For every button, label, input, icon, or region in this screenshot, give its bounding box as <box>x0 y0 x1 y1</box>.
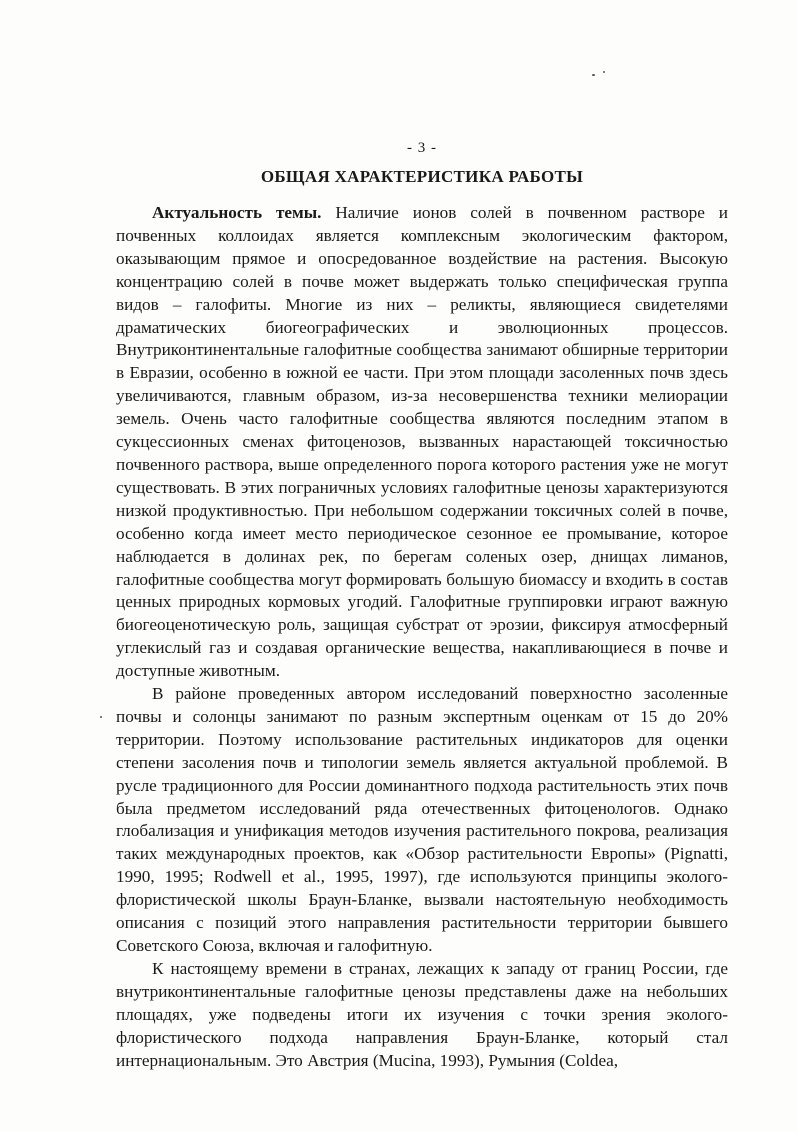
paragraph-lead: Актуальность темы. <box>152 203 322 222</box>
scan-speck <box>100 716 102 718</box>
scan-speck <box>603 71 605 73</box>
page-number: - 3 - <box>407 140 437 156</box>
paragraph-text: Наличие ионов солей в почвенном растворе и почвенных коллоидах является комплексным экологическим фактором, оказывающим прямое и опосредованное воздействие на растения. Высокую концентрацию солей в почве может выдержать только специфическая группа видов – галофиты. Многие из них – реликты, являющиеся свидетелями драматических биогеографических и эволюционных процессов. Внутриконтинентальные галофитные сообщества занимают обширные территории в Евразии, особенно в южной ее части. При этом площади засоленных почв здесь увеличиваются, главным образом, из-за несовершенства техники мелиорации земель. Очень часто галофитные сообщества являются последним этапом в сукцессионных сменах фитоценозов, вызванных нарастающей токсичностью почвенного раствора, выше определенного порога которого растения уже не могут существовать. В этих пограничных условиях галофитные ценозы характеризуются низкой продуктивностью. При небольшом содержании токсичных солей в почве, особенно когда имеет место периодическое сезонное ее промывание, которое наблюдается в долинах рек, по берегам соленых озер, днищах лиманов, галофитные сообщества могут формировать большую биомассу и входить в состав ценных природных кормовых угодий. Галофитные группировки играют важную биогеоценотическую роль, защищая субстрат от эрозии, фиксируя атмосферный углекислый газ и создавая органические вещества, накапливающиеся в почве и доступные животным. <box>116 203 728 681</box>
body-text <box>116 202 728 1072</box>
paragraph-research-area <box>116 683 728 958</box>
paragraph-text: В районе проведенных автором исследований поверхностно засоленные почвы и солонцы занимают по разным экспертным оценкам от 15 до 20% территории. Поэтому использование растительных индикаторов для оценки степени засоления почв и типологии земель является актуальной проблемой. В русле традиционного для России доминантного подхода растительность этих почв была предметом исследований ряда отечественных фитоценологов. Однако глобализация и унификация методов изучения растительного покрова, реализация таких международных проектов, как «Обзор растительности Европы» (Pignatti, 1990, 1995; Rodwell et al., 1995, 1997), где используются принципы эколого-флористической школы Браун-Бланке, вызвали настоятельную необходимость описания с позиций этого направления растительности территории бывшего Советского Союза, включая и галофитную. <box>116 684 728 955</box>
paragraph-current-state <box>116 958 728 1073</box>
page-title: ОБЩАЯ ХАРАКТЕРИСТИКА РАБОТЫ <box>260 167 584 186</box>
paragraph-relevance <box>116 202 728 683</box>
scan-speck <box>592 74 595 76</box>
paragraph-text: К настоящему времени в странах, лежащих к западу от границ России, где внутриконтинентальные галофитные ценозы представлены даже на небольших площадях, уже подведены итоги их изучения с точки зрения эколого-флористического подхода направления Браун-Бланке, который стал интернациональным. Это Австрия (Mucina, 1993), Румыния (Coldea, <box>116 958 728 1070</box>
